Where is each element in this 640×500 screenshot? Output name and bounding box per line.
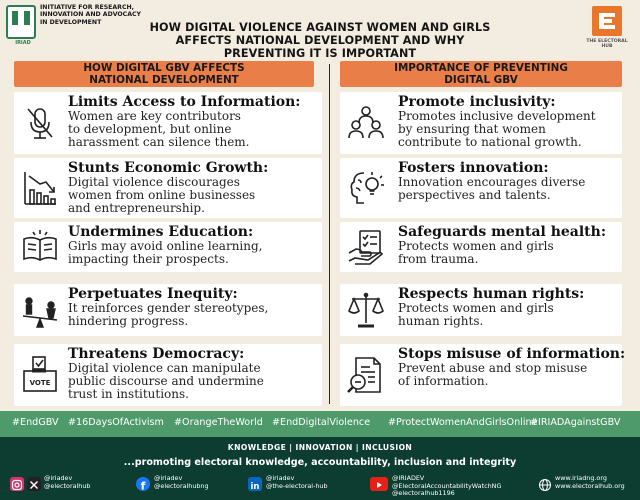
card-perpetuates-inequity bbox=[14, 284, 322, 336]
ballot-box-icon bbox=[20, 355, 60, 395]
hashtag[interactable]: #EndGBV bbox=[12, 417, 59, 428]
open-book-icon bbox=[20, 227, 60, 267]
title-line: PREVENTING IT IS IMPORTANT bbox=[223, 46, 417, 60]
social-handle[interactable]: @electoralhubng bbox=[154, 481, 209, 490]
card-text-line: trust in institutions. bbox=[68, 386, 189, 401]
card-text-line: women from online businesses bbox=[68, 187, 256, 202]
social-handle[interactable]: @iriadev bbox=[154, 474, 183, 482]
hashtag-bar bbox=[0, 411, 640, 437]
card-text bbox=[68, 362, 264, 400]
card-promote-inclusivity bbox=[340, 92, 622, 154]
card-text-line: Protects women and girls bbox=[398, 301, 554, 315]
card-title: Threatens Democracy: bbox=[68, 346, 245, 362]
document-magnifier-icon bbox=[346, 355, 386, 395]
heading-line: IMPORTANCE OF PREVENTING bbox=[394, 62, 568, 74]
social-handles bbox=[555, 475, 625, 490]
x-icon[interactable] bbox=[27, 477, 41, 491]
card-text bbox=[68, 176, 255, 214]
flag-icon bbox=[12, 11, 30, 25]
svg-text:VOTE: VOTE bbox=[29, 379, 51, 387]
card-stops-misuse bbox=[340, 344, 626, 406]
social-handles bbox=[266, 475, 328, 490]
card-text bbox=[68, 240, 262, 266]
unequal-seesaw-icon bbox=[20, 290, 60, 330]
org-name-line: INITIATIVE FOR RESEARCH, bbox=[40, 4, 135, 11]
org-name-line: IN DEVELOPMENT bbox=[40, 18, 102, 26]
hub-logo-caption: THE ELECTORAL HUB bbox=[586, 39, 628, 49]
title-line: AFFECTS NATIONAL DEVELOPMENT AND WHY bbox=[175, 33, 465, 47]
card-text bbox=[68, 302, 268, 328]
card-text-line: human rights. bbox=[398, 313, 484, 328]
justice-scales-icon bbox=[346, 290, 386, 330]
card-text-line: Promotes inclusive development bbox=[398, 109, 596, 123]
protection-checklist-icon bbox=[346, 227, 386, 267]
card-text-line: Digital violence discourages bbox=[68, 175, 240, 189]
org-logo-text: IRIAD bbox=[15, 40, 31, 46]
card-title: Limits Access to Information: bbox=[68, 94, 301, 110]
card-text-line: and entrepreneurship. bbox=[68, 200, 205, 215]
card-text-line: perspectives and talents. bbox=[398, 187, 551, 202]
card-text-line: impacting their prospects. bbox=[68, 251, 229, 266]
card-text-line: public discourse and undermine bbox=[68, 373, 264, 388]
iriad-logo bbox=[6, 5, 36, 46]
card-text-line: Innovation encourages diverse bbox=[398, 175, 586, 189]
card-text-line: contribute to national growth. bbox=[398, 134, 582, 149]
social-linkedin[interactable] bbox=[248, 475, 348, 497]
brain-lightbulb-icon bbox=[346, 168, 386, 208]
card-text-line: Protects women and girls bbox=[398, 239, 554, 253]
instagram-icon[interactable] bbox=[10, 477, 24, 491]
svg-text:f: f bbox=[140, 479, 146, 492]
globe-icon[interactable] bbox=[538, 477, 552, 491]
card-text-line: from trauma. bbox=[398, 251, 479, 266]
title-line: HOW DIGITAL VIOLENCE AGAINST WOMEN AND GIRLS bbox=[149, 21, 491, 34]
hashtag[interactable]: #16DaysOfActivism bbox=[68, 417, 164, 428]
card-title: Stops misuse of information: bbox=[398, 346, 626, 362]
card-text-line: harassment can silence them. bbox=[68, 134, 250, 149]
card-text bbox=[68, 110, 250, 148]
svg-text:in: in bbox=[250, 482, 260, 492]
card-text-line: hindering progress. bbox=[68, 313, 189, 328]
social-website[interactable] bbox=[538, 475, 638, 497]
social-handle[interactable]: @iriadev bbox=[266, 474, 295, 482]
card-text-line: Digital violence can manipulate bbox=[68, 361, 261, 375]
heading-line: NATIONAL DEVELOPMENT bbox=[89, 73, 239, 86]
card-title: Promote inclusivity: bbox=[398, 94, 556, 110]
card-text-line: of information. bbox=[398, 373, 489, 388]
website-link[interactable]: www.iriadng.org bbox=[555, 474, 607, 482]
social-youtube[interactable] bbox=[370, 475, 520, 497]
org-name-line: INNOVATION AND ADVOCACY bbox=[40, 11, 142, 19]
social-handle[interactable]: @electoralhub bbox=[44, 481, 91, 490]
social-handle[interactable]: @electoralhub1196 bbox=[392, 489, 455, 498]
card-text-line: to development, but online bbox=[68, 121, 232, 136]
muted-microphone-icon bbox=[20, 103, 60, 143]
social-facebook[interactable] bbox=[136, 475, 226, 497]
card-title: Perpetuates Inequity: bbox=[68, 286, 238, 302]
linkedin-icon[interactable] bbox=[248, 477, 262, 491]
card-text-line: Women are key contributors bbox=[68, 109, 241, 123]
social-handle[interactable]: @the-electoral-hub bbox=[266, 481, 328, 490]
facebook-icon[interactable] bbox=[136, 477, 150, 491]
card-text-line: Prevent abuse and stop misuse bbox=[398, 361, 588, 375]
card-text bbox=[398, 176, 585, 202]
card-title: Undermines Education: bbox=[68, 224, 254, 240]
card-text-line: by ensuring that women bbox=[398, 121, 546, 136]
card-fosters-innovation bbox=[340, 158, 622, 218]
card-title: Fosters innovation: bbox=[398, 160, 549, 176]
card-text-line: Girls may avoid online learning, bbox=[68, 239, 263, 253]
footer bbox=[0, 437, 640, 500]
electoral-hub-logo-icon bbox=[592, 6, 622, 36]
card-title: Stunts Economic Growth: bbox=[68, 160, 269, 176]
hashtag[interactable]: #OrangeTheWorld bbox=[174, 417, 263, 428]
card-text-line: It reinforces gender stereotypes, bbox=[68, 301, 269, 315]
social-handle[interactable]: @IRIADEV bbox=[392, 474, 425, 482]
social-handles bbox=[44, 475, 90, 490]
social-handle[interactable]: @iriadev bbox=[44, 474, 73, 482]
card-undermines-education bbox=[14, 222, 322, 272]
card-title: Safeguards mental health: bbox=[398, 224, 606, 240]
social-instagram-x[interactable] bbox=[10, 475, 110, 497]
electoral-hub-logo bbox=[586, 6, 626, 48]
website-link[interactable]: www.electoralhub.org bbox=[555, 481, 625, 490]
youtube-icon[interactable] bbox=[370, 477, 388, 491]
right-column-heading bbox=[340, 61, 622, 87]
card-text bbox=[398, 110, 596, 148]
social-handles bbox=[392, 475, 501, 498]
social-handle[interactable]: @ElectoralAccountabilityWatchNG bbox=[392, 481, 502, 490]
card-text bbox=[398, 302, 554, 328]
heading-line: HOW DIGITAL GBV AFFECTS bbox=[83, 62, 245, 74]
card-stunts-growth bbox=[14, 158, 322, 218]
footer-tagline: ...promoting electoral knowledge, accountability, inclusion and integrity bbox=[123, 457, 517, 468]
card-limits-access bbox=[14, 92, 322, 154]
left-column-heading bbox=[14, 61, 314, 87]
card-text bbox=[398, 362, 587, 388]
header bbox=[0, 0, 640, 60]
social-handles bbox=[154, 475, 209, 490]
card-safeguards-mental-health bbox=[340, 222, 622, 272]
hashtag[interactable]: #IRIADAgainstGBV bbox=[530, 417, 621, 428]
card-text bbox=[398, 240, 554, 266]
column-divider bbox=[329, 64, 330, 404]
hashtag[interactable]: #ProtectWomenAndGirlsOnline bbox=[388, 417, 538, 428]
footer-values: KNOWLEDGE | INNOVATION | INCLUSION bbox=[227, 443, 413, 452]
people-group-icon bbox=[346, 103, 386, 143]
page-title bbox=[110, 22, 530, 60]
heading-line: DIGITAL GBV bbox=[444, 73, 518, 86]
card-respects-human-rights bbox=[340, 284, 622, 336]
card-threatens-democracy bbox=[14, 344, 322, 406]
hashtag[interactable]: #EndDigitalViolence bbox=[272, 417, 371, 428]
card-title: Respects human rights: bbox=[398, 286, 585, 302]
declining-chart-icon bbox=[20, 168, 60, 208]
